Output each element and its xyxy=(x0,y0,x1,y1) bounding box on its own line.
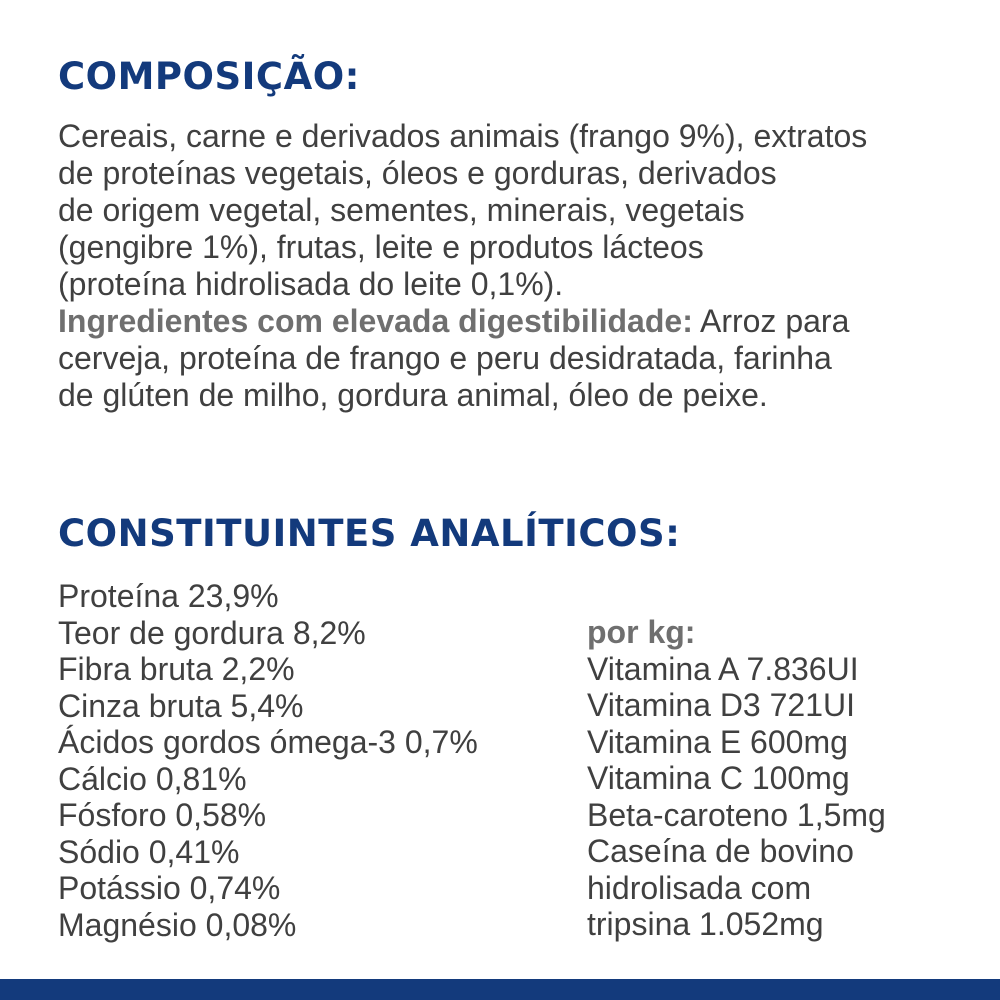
analytic-item-cinza: Cinza bruta 5,4% xyxy=(58,687,304,724)
composition-line: (gengibre 1%), frutas, leite e produtos lácteos xyxy=(58,229,704,265)
per-kg-heading: por kg: xyxy=(587,614,696,650)
analytic-item-omega3: Ácidos gordos ómega-3 0,7% xyxy=(58,724,478,760)
footer-bar xyxy=(0,979,1000,1000)
composition-text xyxy=(58,118,978,414)
analytics-left-list xyxy=(58,578,558,943)
additive-item-vitamina-c: Vitamina C 100mg xyxy=(587,760,850,796)
composition-line: Cereais, carne e derivados animais (frango 9%), extratos xyxy=(58,118,868,154)
analytic-item-calcio: Cálcio 0,81% xyxy=(58,760,247,797)
highlight-text: Arroz para xyxy=(692,303,850,339)
composition-line: (proteína hidrolisada do leite 0,1%). xyxy=(58,266,564,302)
analytic-item-fosforo: Fósforo 0,58% xyxy=(58,797,267,833)
analytic-item-sodio: Sódio 0,41% xyxy=(58,833,240,870)
composition-title: COMPOSIÇÃO: xyxy=(58,55,360,98)
highlight-text-line: cerveja, proteína de frango e peru desidratada, farinha xyxy=(58,340,832,376)
additive-item-caseina-line1: Caseína de bovino xyxy=(587,833,854,869)
additive-item-vitamina-a: Vitamina A 7.836UI xyxy=(587,650,859,687)
additive-item-vitamina-d3: Vitamina D3 721UI xyxy=(587,687,855,723)
analytic-item-gordura: Teor de gordura 8,2% xyxy=(58,614,366,651)
analytics-title: CONSTITUINTES ANALÍTICOS: xyxy=(58,512,681,555)
highlight-first-line xyxy=(58,303,978,340)
highlight-text-line: de glúten de milho, gordura animal, óleo de peixe. xyxy=(58,377,768,413)
composition-line: de proteínas vegetais, óleos e gorduras, derivados xyxy=(58,155,777,191)
analytics-right-list xyxy=(587,614,987,943)
highlight-label: Ingredientes com elevada digestibilidade: xyxy=(58,303,693,339)
additive-item-vitamina-e: Vitamina E 600mg xyxy=(587,723,848,760)
composition-line: de origem vegetal, sementes, minerais, vegetais xyxy=(58,192,745,228)
analytic-item-fibra: Fibra bruta 2,2% xyxy=(58,651,295,687)
analytic-item-potassio: Potássio 0,74% xyxy=(58,870,281,906)
additive-item-beta-caroteno: Beta-caroteno 1,5mg xyxy=(587,796,886,833)
additive-item-caseina-line2: hidrolisada com xyxy=(587,869,812,906)
analytic-item-magnesio: Magnésio 0,08% xyxy=(58,906,297,943)
additive-item-caseina-line3: tripsina 1.052mg xyxy=(587,906,824,942)
analytic-item-proteina: Proteína 23,9% xyxy=(58,578,279,614)
